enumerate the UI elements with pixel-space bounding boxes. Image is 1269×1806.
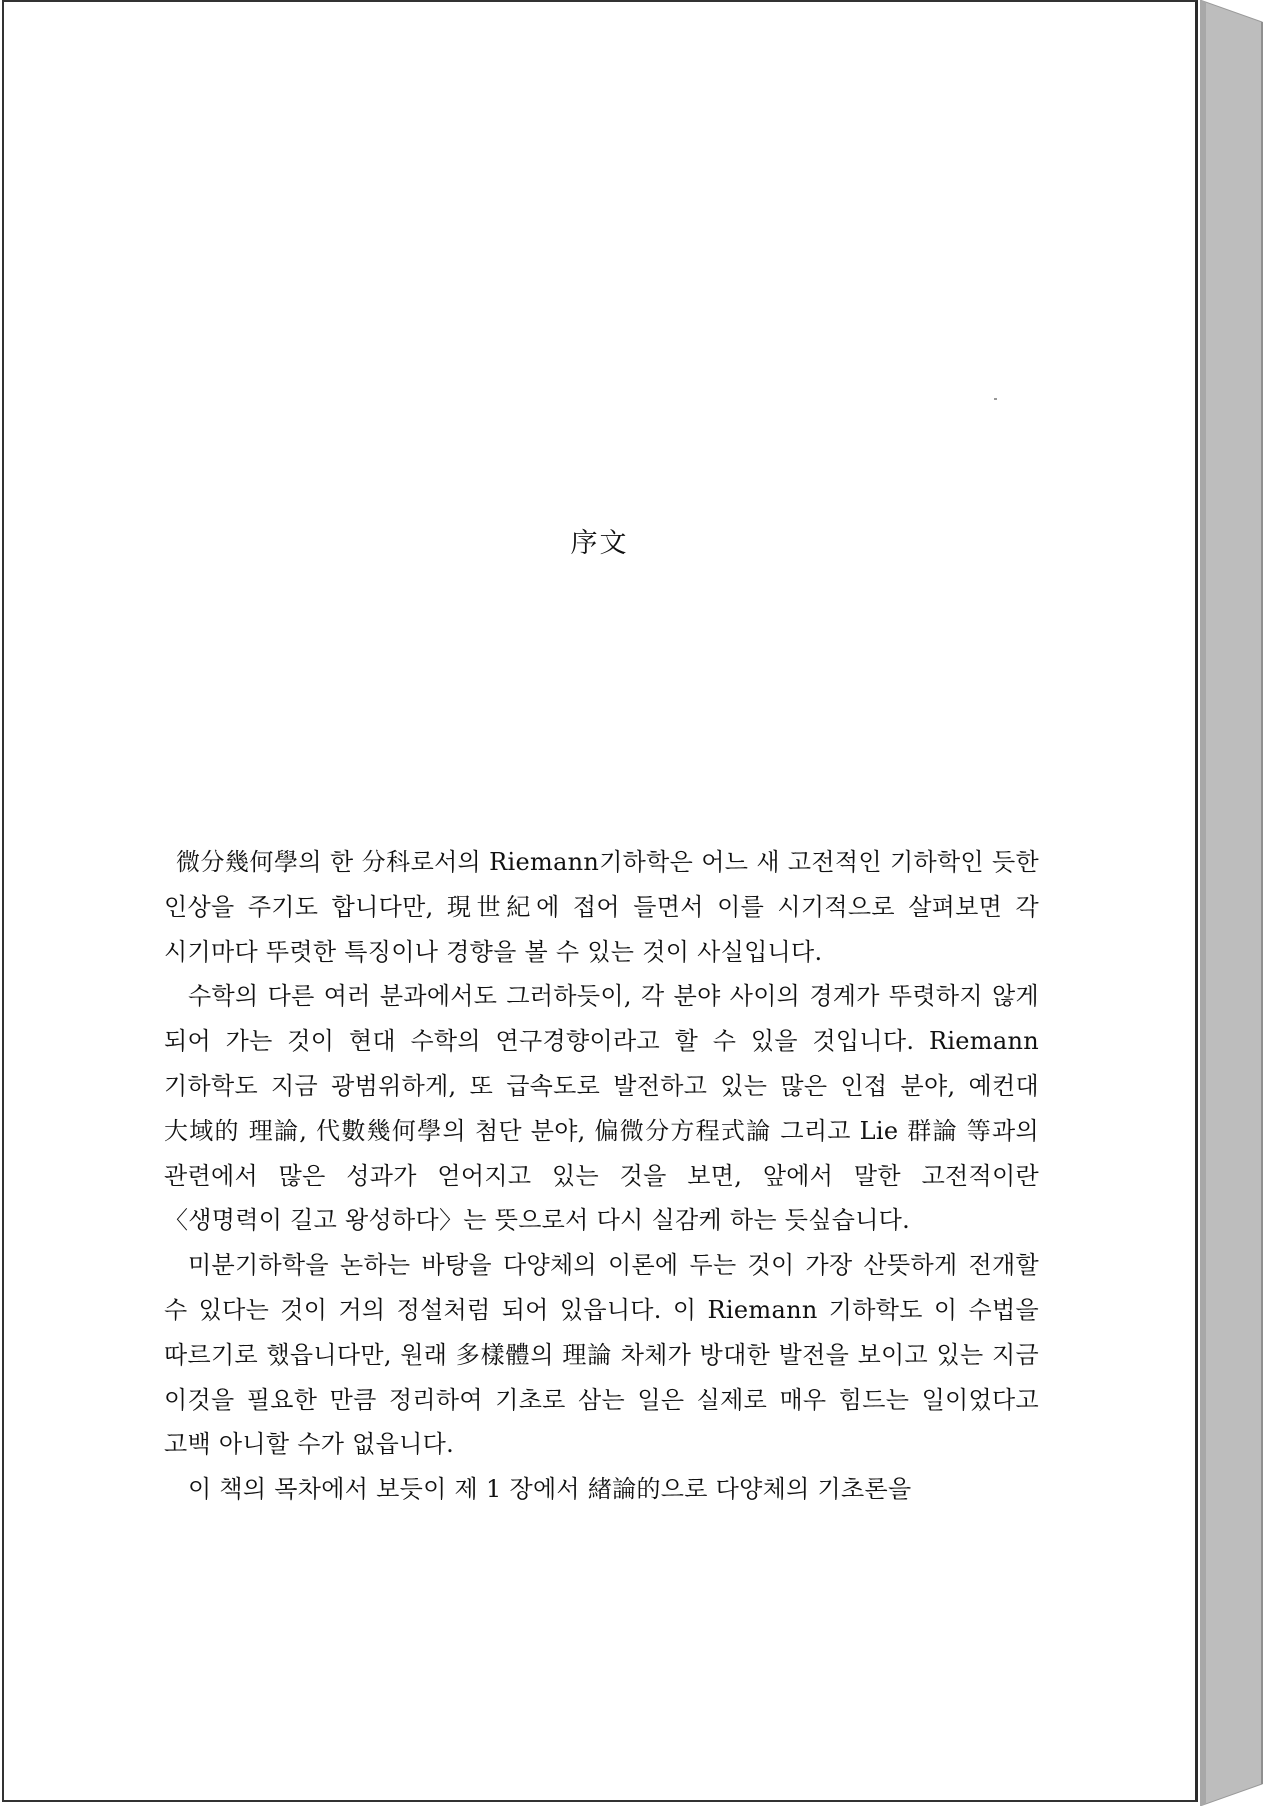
- paragraph-2: 수학의 다른 여러 분과에서도 그러하듯이, 각 분야 사이의 경계가 뚜렷하지 않게 되어 가는 것이 현대 수학의 연구경향이라고 할 수 있을 것입니다. Riemann 기하학도 지금 광범위하게, 또 급속도로 발전하고 있는 많은 인접 분야, 예컨대 大域的 理論, 代數幾何學의 첨단 분야, 偏微分方程式論 그리고 Lie 群論 等과의 관련에서 많은 성과가 얻어지고 있는 것을 보면, 앞에서 말한 고전적이란 〈생명력이 길고 왕성하다〉는 뜻으로서 다시 실감케 하는 듯싶습니다.: [164, 982, 1039, 1235]
- preface-body: [164, 840, 1039, 1512]
- book-page: [2, 0, 1198, 1802]
- paragraph-1: 微分幾何學의 한 分科로서의 Riemann기하학은 어느 새 고전적인 기하학인 듯한 인상을 주기도 합니다만, 現世紀에 접어 들면서 이를 시기적으로 살펴보면 각 시기마다 뚜렷한 특징이나 경향을 볼 수 있는 것이 사실입니다.: [164, 848, 1039, 966]
- paragraph-3: 미분기하학을 논하는 바탕을 다양체의 이론에 두는 것이 가장 산뜻하게 전개할 수 있다는 것이 거의 정설처럼 되어 있읍니다. 이 Riemann 기하학도 이 수법을 따르기로 했읍니다만, 원래 多樣體의 理論 차체가 방대한 발전을 보이고 있는 지금 이것을 필요한 만큼 정리하여 기초로 삼는 일은 실제로 매우 힘드는 일이었다고 고백 아니할 수가 없읍니다.: [164, 1251, 1039, 1459]
- book-edge-shape: [1200, 0, 1269, 1806]
- page-heading: 序文: [570, 528, 629, 559]
- paragraph-4: 이 책의 목차에서 보듯이 제 1 장에서 緖論的으로 다양체의 기초론을: [188, 1475, 912, 1504]
- book-thickness-edge: [1200, 0, 1269, 1806]
- scan-speck: [994, 398, 997, 400]
